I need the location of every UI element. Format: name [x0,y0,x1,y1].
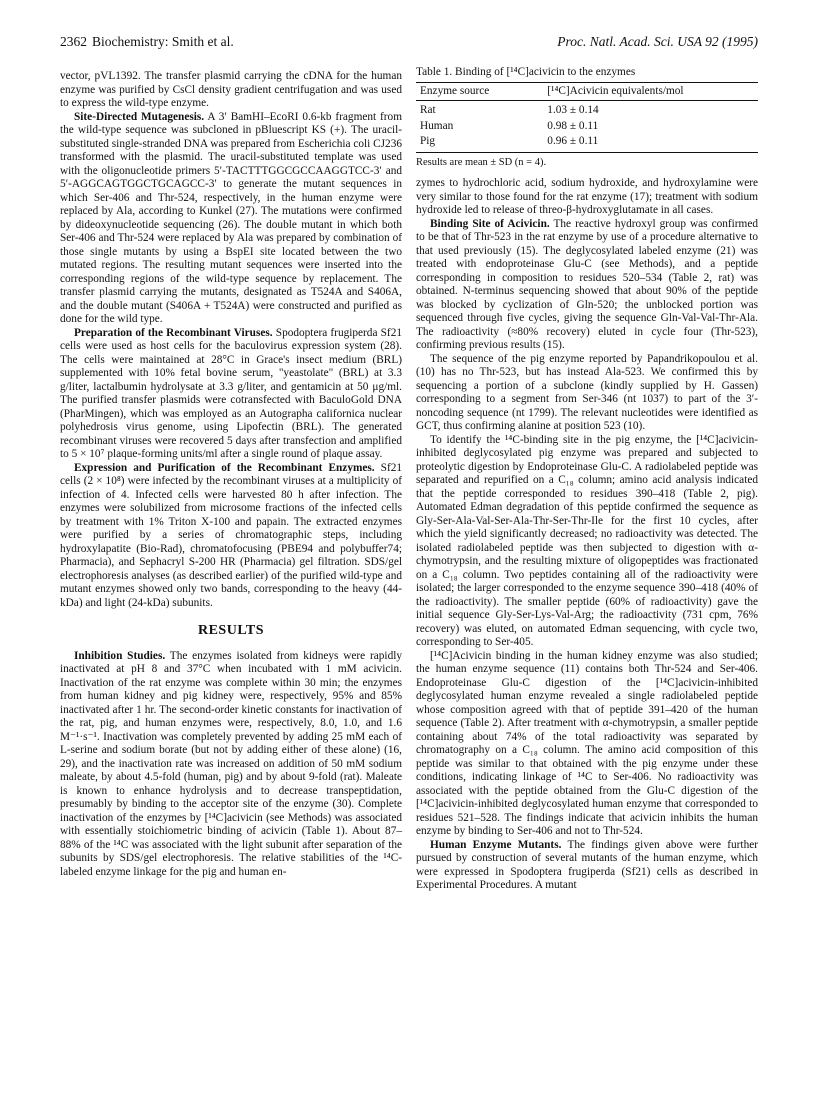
column-header-acivicin-equivalents: [¹⁴C]Acivicin equivalents/mol [527,82,758,101]
journal-reference: Proc. Natl. Acad. Sci. USA 92 (1995) [557,34,758,49]
table-row [416,101,758,119]
paragraph-continuation: zymes to hydrochloric acid, sodium hydroxide, and hydroxylamine were very similar to those found for the rat enzyme (17); treatment with sodium hydroxide led to release of threo-β-hydroxyglutamate in all cases. [416,177,758,216]
paragraph-text: The reactive hydroxyl group was confirmed to be that of Thr-523 in the rat enzyme by use of a procedure alternative to that used previously (15). The deglycosylated labeled enzyme (21) was treated with endoproteinase Glu-C (see Methods), and a peptide corresponding in composition to residues 520–534 (Table 2, rat) was obtained. N-terminus sequencing showed that about 90% of the peptide was blocked by cyclization of Gln-520; the unblocked portion was sequenced through five cycles, giving the sequence Gln-Val-Val-Thr-Ala. The radioactivity (≈80% recovery) eluted in cycle four (Thr-523), confirming previous results (15). [416,217,758,351]
paragraph-site-directed-mutagenesis [60,111,402,327]
running-header [60,34,758,52]
paragraph-text: Spodoptera frugiperda Sf21 cells were used as host cells for the baculovirus expression system (28). The cells were maintained at 28°C in Grace's insect medium (BRL) supplemented with 10% fetal bovine serum, "yeastolate" (BRL) at 3.3 g/liter, lactalbumin hydrolysate at 3.3 g/liter, and gentamicin at 50 μg/ml. The purified transfer plasmids were cotransfected with BaculoGold DNA (PharMingen), which was employed as an Autographa californica nuclear polyhedrosis virus genome, using Lipofectin (BRL). The generated recombinant viruses were recovered 5 days after transfection and amplified to 5 × 10⁷ plaque-forming units/ml after a single round of plaque assay. [60,326,402,460]
paragraph-text: A 3′ BamHI–EcoRI 0.6-kb fragment from the wild-type sequence was subcloned in pBluescript KS (+). The uracil-substituted single-stranded DNA was prepared from Escherichia coli CJ236 transformed with the plasmid. The uracil-substituted template was used with the oligonucleotide primers 5′-TACTTTGGCGCCAAGGTCC-3′ and 5′-AGGCAGTGGCTGCAGCC-3′ to generate the mutant sequences in which Ser-406 and Thr-524, respectively, in the human enzyme were replaced by Ala, according to Kunkel (27). The mutations were confirmed by dideoxynucleotide sequencing (26). The double mutant in which both Ser-406 and Thr-524 were replaced by Ala was prepared by combination of those single mutants by using a BspEI site located between the two mutated regions. The resulting mutant sequences were inserted into the corresponding regions of the wild-type sequence by replacement. The transfer plasmid carrying the mutants, designated as T524A and S406A, and the double mutant (S406A + T524A) were constructed and purified as done for the wild type. [60,110,402,325]
table-cell-source: Human [420,119,454,132]
paragraph-binding-site [416,218,758,353]
table-cell-source: Pig [416,134,527,152]
paragraph-pig-sequence: The sequence of the pig enzyme reported by Papandrikopoulou et al. (10) has no Thr-523, but has instead Ala-523. We confirmed this by sequencing a portion of a subclone (kindly supplied by H. Gassen) corresponding to a segment from Ser-346 (nt 1037) to part of the 3′-noncoding sequence (nt 1799). The relevant nucleotides were identified as GCT, thus confirming alanine at position 523 (10). [416,352,758,432]
paragraph-inhibition-studies [60,650,402,880]
column-header-enzyme-source: Enzyme source [416,82,527,101]
paragraph-human-mutants [416,839,758,893]
table-row [416,119,758,135]
paragraph-human-binding: [¹⁴C]Acivicin binding in the human kidney enzyme was also studied; the human enzyme sequence (11) contains both Thr-524 and Ser-406. Endoproteinase Glu-C digestion of the [¹⁴C]acivicin-inhibited deglycosylated human enzyme revealed a single radiolabeled peptide whose composition agreed with that of peptide 391–420 of the human sequence (Table 2). After treatment with α-chymotrypsin, a smaller peptide containing about 74% of the total radioactivity was separated by chromatography on a C₁₈ column. The amino acid composition of this peptide was similar to that obtained with the pig enzyme under these conditions, indicating linkage of ¹⁴C to Ser-406. No radioactivity was associated with the peptide obtained from the Glu-C digestion of the [¹⁴C]acivicin-inhibited deglycosylated human enzyme that corresponded to residues 521–528. The findings indicate that acivicin inhibits the human enzyme by binding to Ser-406 and not to Thr-524. [416,649,758,837]
run-in-heading: Human Enzyme Mutants. [430,838,562,851]
journal-title: Biochemistry: Smith et al. [92,34,234,49]
run-in-heading: Inhibition Studies. [74,649,166,662]
left-column [60,70,402,879]
run-in-heading: Site-Directed Mutagenesis. [74,110,205,123]
paragraph-text: Sf21 cells (2 × 10⁸) were infected by the recombinant viruses at a multiplicity of infection of 4. Infected cells were harvested 80 h after infection. The enzymes were solubilized from microsome fractions of the infected cells by treatment with 1% Triton X-100 and papain. The extracted enzymes were purified by a series of chromatographic steps, including hydroxylapatite (Bio-Rad), chromatofocusing (PBE94 and polybuffer74; Pharmacia), and Sephacryl S-200 HR (Pharmacia) gel filtration. SDS/gel electrophoresis analyses (as described earlier) of the purified wild-type and mutant enzymes showed only two bands, corresponding to the heavy (44-kDa) and light (24-kDa) subunits. [60,461,402,609]
table-row [416,134,758,152]
paragraph-text: The findings given above were further pursued by construction of several mutants of the human enzyme, which were expressed in Spodoptera frugiperda (Sf21) cells as described in Experimental Procedures. A mutant [416,838,758,891]
table-cell-value: 1.03 ± 0.14 [547,104,599,116]
table-cell-value: 0.98 ± 0.11 [547,119,599,132]
paragraph-intro: vector, pVL1392. The transfer plasmid carrying the cDNA for the human enzyme was purified by CsCl density gradient centrifugation and was used to express the wild-type enzyme. [60,70,402,109]
run-in-heading: Expression and Purification of the Recombinant Enzymes. [74,461,375,474]
table-footnote: Results are mean ± SD (n = 4). [416,156,547,168]
run-in-heading: Preparation of the Recombinant Viruses. [74,326,273,339]
page-number: 2362 [60,34,87,49]
paragraph-pig-binding: To identify the ¹⁴C-binding site in the pig enzyme, the [¹⁴C]acivicin-inhibited deglycosylated pig enzyme was prepared and subjected to proteolytic digestion by Endoproteinase Glu-C. A radiolabeled peptide was separated and repurified on a C₁₈ column; amino acid analysis indicated that the peptide corresponded to residues 390–418 (Table 2, pig). Automated Edman degradation of this peptide confirmed the sequence as Gly-Ser-Ala-Val-Ser-Ala-Thr-Ser-Thr-Ile for the first 10 cycles, after which the yield significantly decreased; no radioactivity was detected. The isolated radiolabeled peptide was then subjected to digestion with α-chymotrypsin, and the resulting mixture of oligopeptides was fractionated on a C₁₈ column. Two peptides containing all of the radioactivity were isolated; the larger corresponded to the enzyme sequence 390–418 (40% of the radioactivity). The smaller peptide (60% of radioactivity) gave the initial sequence Gly-Ser-Lys-Val-Arg; the radioactivity (731 cpm, 76% recovery) was eluted, on automated Edman sequencing, with cycle two, corresponding to Ser-405. [416,433,758,648]
paragraph-expression-purification [60,462,402,611]
paragraph-recombinant-viruses [60,327,402,462]
table-cell-source: Rat [420,104,436,116]
results-heading: RESULTS [197,623,265,638]
run-in-heading: Binding Site of Acivicin. [430,217,550,230]
table-cell-value: 0.96 ± 0.11 [527,134,758,152]
acivicin-binding-table [416,82,758,153]
table-caption: Table 1. Binding of [¹⁴C]acivicin to the enzymes [416,66,636,78]
right-column [416,66,758,893]
paragraph-text: The enzymes isolated from kidneys were rapidly inactivated at pH 8 and 37°C when incubated with 1 mM acivicin. Inactivation of the rat enzyme was complete within 30 min; the enzymes from human kidney and pig kidney were, respectively, 95% and 85% inactivated after 1 hr. The second-order kinetic constants for inactivation of the rat, pig, and human enzymes were, respectively, 8.0, 1.0, and 1.6 M⁻¹·s⁻¹. Inactivation was completely prevented by adding 25 mM each of L-serine and sodium borate (but not by adding either of these alone) (16, 29), and the inactivation rate was increased on addition of 50 mM sodium maleate, by about 4.5-fold (human, pig) and by about 9-fold (rat). Maleate is known to enhance hydrolysis and to decrease transpeptidation, presumably by binding to the acceptor site of the enzyme (30). Complete inactivation of the enzymes by [¹⁴C]acivicin (see Methods) was associated with essentially stoichiometric binding of acivicin (Table 1). About 87–88% of the ¹⁴C was associated with the light subunit after separation of the subunits by SDS/gel electrophoresis. The relative stabilities of the ¹⁴C-labeled enzyme linkage for the pig and human en- [60,649,403,878]
